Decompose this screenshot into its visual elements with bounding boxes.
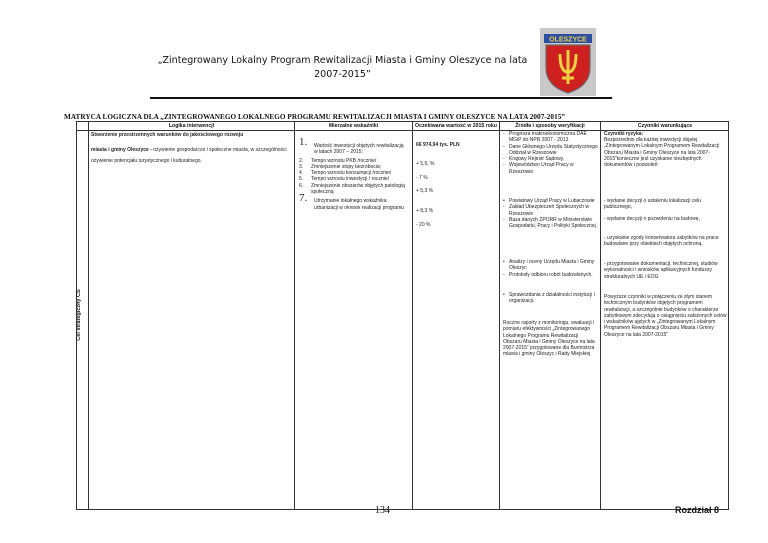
- indicator-item: 5. Tempo wzrostu inwestycji / rocznie/: [299, 176, 390, 183]
- logic-heading: Stworzenie przestrzennych warunków do jakościowego rozwoju: [91, 132, 244, 138]
- col-header-indicators: Mierzalne wskaźniki: [328, 123, 379, 129]
- sources-block-2: • Powiatowy Urząd Pracy w Lubaczowie - Zakład Ubezpieczeń Społecznych w Rzeszowie - Baza danych ZPORR w Ministerstwie Gospodarki, Pracy i Polityki Społecznej.: [503, 198, 598, 230]
- header-rule: [150, 97, 612, 99]
- col-header-conditions: Czynniki warunkujące: [637, 123, 693, 129]
- sources-block-3: • Analizy i oceny Urzędu Miasta i Gminy Oleszyc - Protokoły odbioru robót budowlanych.: [503, 259, 595, 278]
- col-header-expected: Oczekiwana wartość w 2015 roku: [415, 123, 497, 129]
- matrix-title: MATRYCA LOGICZNA DLA „ZINTEGROWANEGO LOKALNEGO PROGRAMU REWITALIZACJI MIASTA I GMINY OLESZYCE NA LATA 2007-2015”: [64, 113, 565, 121]
- logic-matrix-table: [76, 121, 729, 510]
- title-line-1: „Zintegrowany Lokalny Program Rewitalizacji Miasta i Gminy Oleszyce na lata: [157, 55, 528, 66]
- sources-block-4: • Sprawozdania z działalności instytucji i organizacji.: [503, 292, 595, 305]
- col-header-logic: Logika interwencji: [168, 123, 215, 129]
- condition-item: - uzyskanie zgody konserwatora zabytków na prace budowlane przy obiektach objętych ochroną.: [604, 235, 719, 248]
- condition-item: - wydanie decyzji o ustaleniu lokalizacji celu publicznego,: [604, 198, 701, 211]
- condition-item: Powyższe czynniki w połączeniu ze złym stanem technicznym budynków objętych programem rewitalizacji, a szczególnie budynków o charakterze zabytkowym zdecydują o osiągnięciu założonych celów i wskaźników ujętych w „Zintegrowanym Lokalnym Programem Rewitalizacji Obszaru Miasta i Gminy Oleszyce na lata 2007-2015”: [604, 294, 727, 338]
- indicator-item: 2. Tempo wzrostu PKB /rocznie/: [299, 157, 377, 164]
- strategic-goal-label: Cel strategiczny CS: [76, 289, 82, 341]
- logic-body: [91, 145, 291, 166]
- monitoring-reports: Roczne raporty z monitoringu, ewaluacji i pomiaru efektywności „Zintegrowanego Lokalnego Programu Rewitalizacji Obszaru Miasta i Gminy Oleszyce na lata 2007-2015” przygotowane dla Burmistrza miasta i gminy Oleszyc i Rady Miejskiej: [503, 320, 595, 358]
- indicator-item: 3. Zmniejszenie stopy bezrobocia;: [299, 163, 382, 170]
- indicator-item: 7. Utrzymanie lokalnego wskaźnika urbanizacji w okresie realizacji programu: [299, 192, 405, 211]
- logic-body-text: ożywienie gospodarcze i społeczne miasta, w szczególności ożywienie potencjału turystycznego i kulturalnego.: [91, 147, 287, 164]
- sources-block-1: - Prognoza makroekonomiczna DAE MGiP do NPR 2007 - 2013 - Dane Głównego Urzędu Statystycznego Oddział w Rzeszowie - Krajowy Rejestr Sądowy, - Województwo Urząd Pracy w Rzeszowie: [503, 131, 598, 175]
- expected-value-4: + 5,3 %: [416, 188, 434, 194]
- indicator-item: 6. Zmniejszenie obszarów objętych patologią społeczną: [299, 182, 405, 196]
- indicator-item: 1. Wartość inwestycji objętych rewitalizacją w latach 2007 – 2015;: [299, 136, 404, 156]
- oleszyce-coat-of-arms-logo: [540, 28, 596, 96]
- indicators-list: [299, 136, 407, 211]
- col-header-sources: Źródła i sposoby weryfikacji: [515, 123, 585, 129]
- logo-text: OLESZYCE: [549, 36, 587, 44]
- condition-item: - wydanie decyzji o pozwoleniu na budowę,: [604, 216, 700, 222]
- expected-value-6: - 20 %: [416, 222, 431, 228]
- risk-title: Czynniki ryzyka:: [604, 131, 644, 137]
- expected-value-2: + 5,5, %: [416, 161, 435, 167]
- page-number: 134: [375, 505, 390, 516]
- expected-value-3: - 7 %: [416, 175, 428, 181]
- indicator-item: 4. Tempo wzrostu konsumpcji /rocznie/: [299, 170, 392, 177]
- expected-value-1: 66 974,94 tys. PLN: [416, 142, 460, 148]
- document-title: [150, 54, 535, 82]
- title-line-2: 2007-2015”: [314, 69, 371, 80]
- logic-body-bold: miasta i gminy Oleszyce -: [91, 147, 152, 153]
- chapter-label: Rozdział 8: [675, 505, 720, 515]
- risk-body: Bezpośrednio dla każdej inwestycji objętej „Zintegrowanym Lokalnym Programem Rewitalizacji Obszaru Miasta i Gminy Oleszyce na lata 2007-2015”konieczne jest uzyskanie niezbędnych dokumentów i pozwoleń:: [604, 137, 720, 169]
- expected-value-5: + 8,3 %: [416, 208, 434, 214]
- condition-item: - przygotowanie dokumentacji, technicznej, studiów wykonalności i wniosków aplikacyjnych funduszy strukturalnych UE i EOG: [604, 261, 718, 280]
